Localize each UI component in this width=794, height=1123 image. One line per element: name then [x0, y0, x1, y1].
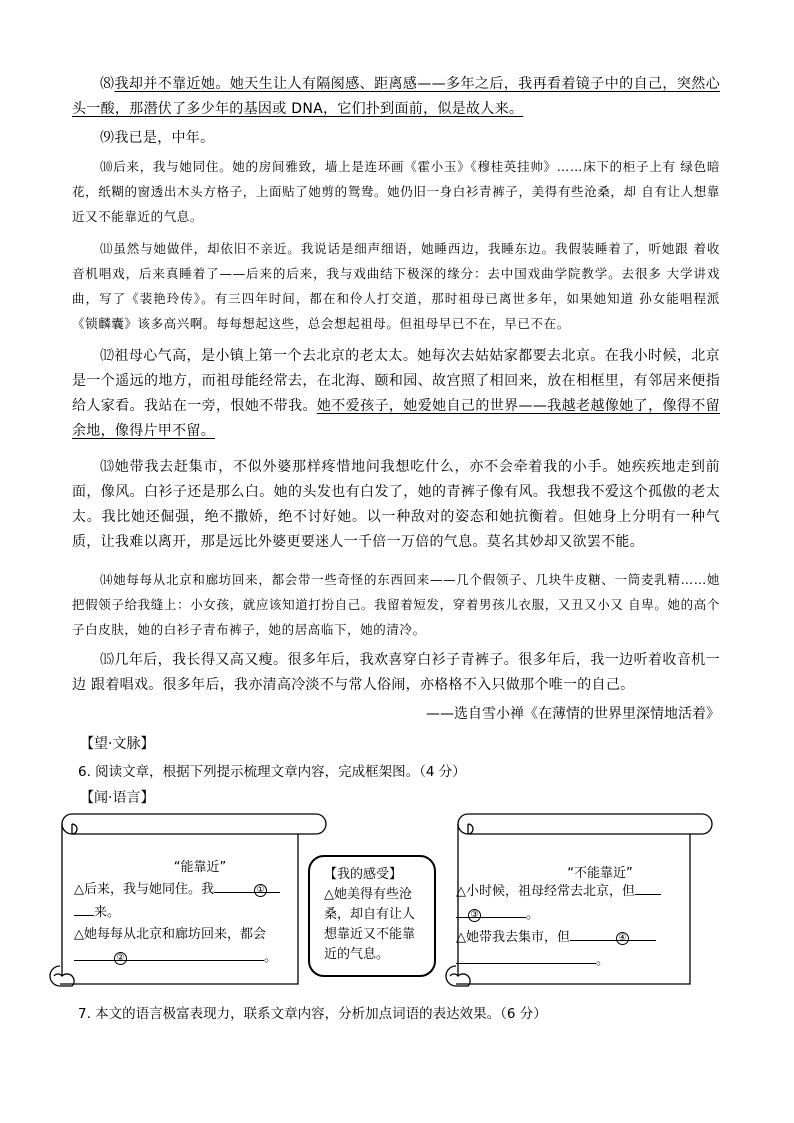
right-box-title: “不能靠近” [567, 866, 633, 881]
feelings-text: △她美得有些沧桑，却自有让人想靠近又不能靠近的气息。 [324, 887, 416, 962]
right-box-line-2-cont [456, 949, 692, 972]
paragraph-11 [72, 236, 720, 336]
question-7: 7. 本文的语言极富表现力，联系文章内容，分析加点词语的表达效果。（6 分） [78, 1006, 547, 1022]
underlined-text: 她不爱孩子，她爱她自己的世界——我越老越像她了，像得不留余地，像得片甲不留。 [72, 398, 720, 439]
left-box-line-1-cont [74, 901, 294, 924]
section-heading-wang: 【望·文脉】 [80, 736, 155, 752]
blank-tail: 。 [526, 907, 540, 922]
answer-blank-4[interactable] [570, 926, 656, 941]
answer-blank-2[interactable] [74, 946, 264, 961]
paragraph-15 [72, 648, 720, 698]
paragraph-number: ⑿ [100, 348, 115, 364]
underlined-text: 我却并不靠近她。她天生让人有隔阂感、距离感——多年之后，我再看着镜子中的自己，突然心头一酸，那潜伏了多少年的基因或 DNA，它们扑到面前，似是故人来。 [72, 76, 720, 117]
answer-blank-1-cont[interactable] [74, 901, 94, 916]
paragraph-number: ⒀ [100, 459, 115, 475]
answer-blank-1[interactable] [214, 878, 280, 893]
paragraph-8 [72, 72, 720, 122]
blank-number: ① [254, 884, 267, 897]
paragraph-number: ⑾ [100, 241, 114, 256]
right-box-line-1 [456, 880, 692, 903]
right-box-line-1-cont [456, 903, 692, 926]
left-box-content [74, 878, 294, 969]
left-box-line-2 [74, 924, 294, 946]
paragraph-text: 几年后，我长得又高又瘦。很多年后，我欢喜穿白衫子青裤子。很多年后，我一边听着收音机一边 跟着唱戏。很多年后，我亦清高冷淡不与常人俗闹，亦格格不入只做那个唯一的自己。 [72, 652, 720, 693]
blank-prompt: △小时候，祖母经常去北京，但 [456, 884, 635, 899]
paragraph-13 [72, 455, 720, 555]
blank-tail: 。 [264, 950, 278, 965]
paragraph-text: 我已是，中年。 [114, 130, 215, 146]
blank-prompt: △后来，我与她同住。我 [74, 882, 214, 897]
answer-blank-3[interactable] [635, 880, 661, 895]
blank-number: ③ [468, 909, 481, 922]
blank-tail: 来。 [94, 905, 121, 920]
source-citation: ——选自雪小禅《在薄情的世界里深情地活着》 [426, 706, 720, 722]
feelings-box [308, 855, 436, 977]
answer-blank-4-cont[interactable] [456, 949, 596, 964]
paragraph-12 [72, 344, 720, 444]
paragraph-number: ⑼ [100, 130, 115, 146]
left-box-line-1 [74, 878, 294, 901]
right-box-content [456, 880, 692, 972]
paragraph-text: 祖母心气高，是小镇上第一个去北京的老太太。她每次去姑姑家都要去北京。在我小时候，北京是一个遥远的地方，而祖母能经常去，在北海、颐和园、故宫照了相回来，放在相框里，有邻居来便指给人家看。我站在一旁，恨她不带我。 [72, 348, 720, 414]
paragraph-14 [72, 567, 720, 642]
blank-prompt: △她带我去集市，但 [456, 930, 570, 945]
paragraph-number: ⒂ [100, 652, 115, 668]
paragraph-number: ⒁ [100, 572, 114, 587]
blank-tail: 。 [596, 953, 610, 968]
paragraph-10 [72, 154, 720, 229]
paragraph-text: 她每每从北京和廊坊回来，都会带一些奇怪的东西回来——几个假领子、几块牛皮糖、一筒麦乳精……她把假领子给我缝上：小女孩，就应该知道打扮自己。我留着短发，穿着男孩儿衣服，又丑又小又 自卑。她的高个子白皮肤，她的白衫子青布裤子，她的居高临下，她的清冷。 [72, 572, 720, 637]
feelings-heading: 【我的感受】 [324, 867, 403, 882]
question-6: 6. 阅读文章，根据下列提示梳理文章内容，完成框架图。（4 分） [78, 764, 466, 780]
paragraph-number: ⑻ [100, 76, 115, 92]
right-box-line-2 [456, 926, 692, 949]
blank-number: ② [114, 952, 127, 965]
left-box-title: “能靠近” [173, 860, 227, 875]
left-box-line-2-cont [74, 946, 294, 969]
blank-prompt: △她每每从北京和廊坊回来，都会 [74, 927, 266, 942]
paragraph-number: ⑽ [100, 159, 114, 174]
paragraph-9 [72, 126, 720, 151]
answer-blank-3-cont[interactable] [456, 903, 526, 918]
section-heading-wen: 【闻·语言】 [80, 790, 155, 806]
paragraph-text: 虽然与她做伴，却依旧不亲近。我说话是细声细语，她睡西边，我睡东边。我假装睡着了，听她跟 着收音机唱戏，后来真睡着了——后来的后来，我与戏曲结下极深的缘分：去中国戏曲学院教学。去很多 大学讲戏曲，写了《裴艳玲传》。有三四年时间，都在和伶人打交道，那时祖母已离世多年，如果她知道 孙女能唱程派《锁麟囊》该多高兴啊。每每想起这些，总会想起祖母。但祖母早已不在，早已不在。 [72, 241, 720, 331]
paragraph-text: 后来，我与她同住。她的房间雅致，墙上是连环画《霍小玉》《穆桂英挂帅》……床下的柜子上有 绿色暗花，纸糊的窗透出木头方格子，上面贴了她剪的鸳鸯。她仍旧一身白衫青裤子，美得有些沧桑，却 自有让人想靠近又不能靠近的气息。 [72, 159, 720, 224]
paragraph-text: 她带我去赶集市，不似外婆那样疼惜地问我想吃什么，亦不会牵着我的小手。她疾疾地走到前面，像风。白衫子还是那么白。她的头发也有白发了，她的青裤子像有风。我想我不爱这个孤傲的老太太。我比她还倔强，绝不撒娇，绝不讨好她。以一种敌对的姿态和她抗衡着。但她身上分明有一种气质，让我难以离开，那是远比外婆更要迷人一千倍一万倍的气息。莫名其妙却又欲罢不能。 [72, 459, 720, 550]
blank-number: ④ [616, 932, 629, 945]
